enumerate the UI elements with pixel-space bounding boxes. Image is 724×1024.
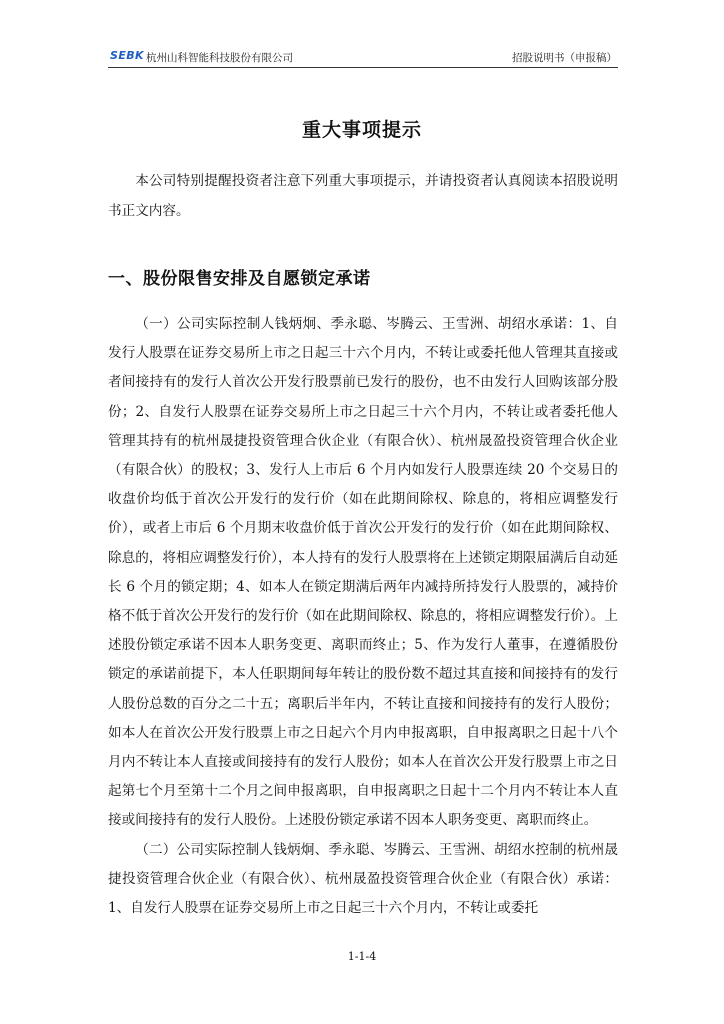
body-paragraph-1: （一）公司实际控制人钱炳炯、季永聪、岑腾云、王雪洲、胡绍水承诺：1、自发行人股票在证券交易所上市之日起三十六个月内，不转让或委托他人管理其直接或者间接持有的发行人首次公开发行股票前已发行的股份，也不由发行人回购该部分股份；2、自发行人股票在证券交易所上市之日起三十六个月内，不转让或者委托他人管理其持有的杭州晟捷投资管理合伙企业（有限合伙）、杭州晟盈投资管理合伙企业（有限合伙）的股权；3、发行人上市后 6 个月内如发行人股票连续 20 个交易日的收盘价均低于首次公开发行的发行价（如在此期间除权、除息的，将相应调整发行价），或者上市后 6 个月期末收盘价低于首次公开发行的发行价（如在此期间除权、除息的，将相应调整发行价），本人持有的发行人股票将在上述锁定期限届满后自动延长 6 个月的锁定期；4、如本人在锁定期满后两年内减持所持发行人股票的，减持价格不低于首次公开发行的发行价（如在此期间除权、除息的，将相应调整发行价）。上述股份锁定承诺不因本人职务变更、离职而终止；5、作为发行人董事，在遵循股份锁定的承诺前提下，本人任职期间每年转让的股份数不超过其直接和间接持有的发行人股份总数的百分之二十五；离职后半年内，不转让直接和间接持有的发行人股份；如本人在首次公开发行股票上市之日起六个月内申报离职，自申报离职之日起十八个月内不转让本人直接或间接持有的发行人股份；如本人在首次公开发行股票上市之日起第七个月至第十二个月之间申报离职，自申报离职之日起十二个月内不转让本人直接或间接持有的发行人股份。上述股份锁定承诺不因本人职务变更、离职而终止。	[108, 316, 618, 829]
section-heading: 一、股份限售安排及自愿锁定承诺	[108, 269, 371, 289]
company-logo: SEBK	[110, 49, 144, 62]
header-document-type: 招股说明书（申报稿）	[512, 52, 617, 64]
page-title: 重大事项提示	[301, 119, 422, 141]
body-paragraph-2: （二）公司实际控制人钱炳炯、季永聪、岑腾云、王雪洲、胡绍水控制的杭州晟捷投资管理合伙企业（有限合伙）、杭州晟盈投资管理合伙企业（有限合伙）承诺：1、自发行人股票在证券交易所上市之日起三十六个月内，不转让或委托	[108, 841, 618, 917]
header-company-name: 杭州山科智能科技股份有限公司	[146, 52, 293, 64]
intro-paragraph: 本公司特别提醒投资者注意下列重大事项提示，并请投资者认真阅读本招股说明书正文内容。	[108, 173, 618, 219]
page-number: 1-1-4	[347, 950, 377, 963]
section-body	[108, 310, 618, 923]
page-header	[108, 49, 618, 68]
